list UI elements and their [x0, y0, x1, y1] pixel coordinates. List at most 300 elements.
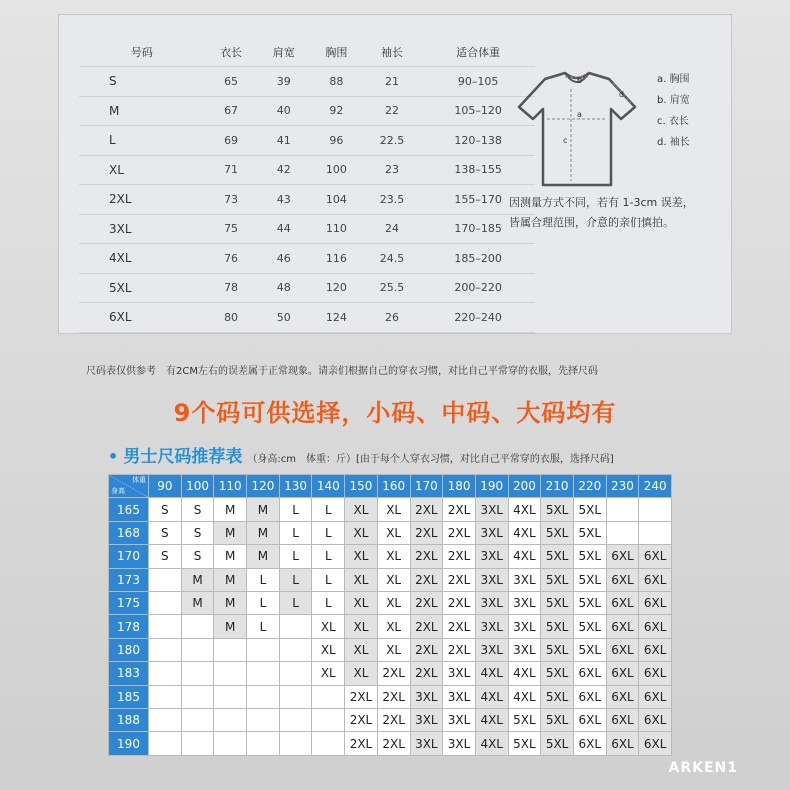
- size-cell: [214, 638, 247, 661]
- size-cell: 3XL: [508, 592, 541, 615]
- height-header-cell: 185: [109, 685, 149, 708]
- height-header-cell: 190: [109, 732, 149, 756]
- size-cell: 5XL: [508, 732, 541, 756]
- spec-cell: 90–105: [421, 67, 535, 97]
- spec-row: [79, 126, 535, 156]
- spec-cell: 39: [257, 67, 310, 97]
- spec-row: [79, 185, 535, 215]
- size-cell: M: [181, 568, 214, 591]
- size-cell: [214, 662, 247, 685]
- spec-cell: 75: [205, 214, 258, 244]
- size-cell: 4XL: [508, 685, 541, 708]
- size-cell: 2XL: [377, 709, 410, 732]
- grid-row: [109, 732, 672, 756]
- size-cell: 4XL: [475, 732, 508, 756]
- size-cell: 6XL: [639, 709, 672, 732]
- size-cell: 6XL: [639, 545, 672, 568]
- size-cell: XL: [345, 545, 378, 568]
- spec-cell: 220–240: [421, 303, 535, 333]
- spec-cell: 25.5: [363, 273, 422, 303]
- spec-cell: 92: [310, 96, 363, 126]
- weight-header-cell: 170: [410, 475, 443, 498]
- size-cell: 5XL: [508, 709, 541, 732]
- size-cell: 2XL: [410, 592, 443, 615]
- weight-header-cell: 140: [312, 475, 345, 498]
- size-cell: 2XL: [377, 732, 410, 756]
- size-cell: 2XL: [443, 521, 476, 544]
- spec-cell: 26: [363, 303, 422, 333]
- size-cell: [181, 662, 214, 685]
- corner-height-label: 身高: [111, 487, 125, 496]
- size-cell: 2XL: [410, 568, 443, 591]
- size-cell: [279, 638, 312, 661]
- size-cell: 3XL: [475, 568, 508, 591]
- size-cell: 4XL: [475, 662, 508, 685]
- size-cell: 5XL: [541, 592, 574, 615]
- weight-header-cell: 130: [279, 475, 312, 498]
- size-cell: 6XL: [606, 615, 639, 638]
- size-cell: [247, 685, 280, 708]
- grid-row: [109, 638, 672, 661]
- grid-row: [109, 615, 672, 638]
- size-cell: [149, 592, 182, 615]
- spec-header-cell: 袖长: [363, 37, 422, 67]
- size-cell: 2XL: [443, 498, 476, 521]
- grid-row: [109, 568, 672, 591]
- spec-cell: 170–185: [421, 214, 535, 244]
- spec-panel: [58, 14, 732, 334]
- size-cell: [181, 638, 214, 661]
- weight-header-cell: 240: [639, 475, 672, 498]
- size-cell: [639, 498, 672, 521]
- spec-cell: 4XL: [79, 244, 205, 274]
- weight-header-cell: 230: [606, 475, 639, 498]
- spec-cell: 80: [205, 303, 258, 333]
- size-cell: 6XL: [573, 685, 606, 708]
- measurement-note: [509, 193, 694, 233]
- recommend-grid: [108, 474, 672, 756]
- size-cell: 6XL: [639, 615, 672, 638]
- size-cell: XL: [312, 638, 345, 661]
- weight-header-cell: 150: [345, 475, 378, 498]
- height-header-cell: 165: [109, 498, 149, 521]
- spec-row: [79, 155, 535, 185]
- size-cell: L: [247, 592, 280, 615]
- height-header-cell: 178: [109, 615, 149, 638]
- size-cell: 3XL: [475, 638, 508, 661]
- weight-header-cell: 180: [443, 475, 476, 498]
- size-cell: M: [214, 545, 247, 568]
- spec-cell: 22: [363, 96, 422, 126]
- size-cell: M: [214, 568, 247, 591]
- size-cell: [181, 615, 214, 638]
- size-cell: [247, 662, 280, 685]
- weight-header-cell: 110: [214, 475, 247, 498]
- size-cell: XL: [345, 592, 378, 615]
- size-cell: 3XL: [443, 732, 476, 756]
- size-cell: L: [312, 498, 345, 521]
- watermark: ARKEN1: [668, 760, 738, 776]
- legend-item: d. 袖长: [657, 137, 690, 148]
- spec-cell: 24.5: [363, 244, 422, 274]
- weight-header-cell: 120: [247, 475, 280, 498]
- size-cell: [279, 662, 312, 685]
- size-cell: M: [214, 615, 247, 638]
- size-cell: [606, 498, 639, 521]
- size-cell: 3XL: [443, 685, 476, 708]
- spec-cell: 200–220: [421, 273, 535, 303]
- height-header-cell: 175: [109, 592, 149, 615]
- spec-cell: 23: [363, 155, 422, 185]
- spec-header-cell: 号码: [79, 37, 205, 67]
- height-header-cell: 173: [109, 568, 149, 591]
- spec-cell: 3XL: [79, 214, 205, 244]
- size-cell: L: [247, 615, 280, 638]
- height-header-cell: 168: [109, 521, 149, 544]
- size-cell: XL: [345, 615, 378, 638]
- size-cell: 5XL: [573, 638, 606, 661]
- spec-cell: 23.5: [363, 185, 422, 215]
- size-cell: 2XL: [345, 685, 378, 708]
- size-cell: [214, 685, 247, 708]
- size-cell: 3XL: [443, 709, 476, 732]
- size-cell: 2XL: [377, 685, 410, 708]
- weight-header-cell: 90: [149, 475, 182, 498]
- spec-cell: XL: [79, 155, 205, 185]
- size-cell: M: [247, 498, 280, 521]
- legend-item: b. 肩宽: [657, 95, 690, 106]
- size-cell: XL: [312, 615, 345, 638]
- height-header-cell: 180: [109, 638, 149, 661]
- size-cell: L: [312, 521, 345, 544]
- spec-cell: 71: [205, 155, 258, 185]
- spec-cell: L: [79, 126, 205, 156]
- size-cell: 5XL: [541, 638, 574, 661]
- size-cell: 3XL: [508, 638, 541, 661]
- spec-cell: 105–120: [421, 96, 535, 126]
- weight-header-cell: 190: [475, 475, 508, 498]
- spec-cell: 22.5: [363, 126, 422, 156]
- legend-item: c. 衣长: [657, 116, 689, 127]
- size-cell: 5XL: [573, 615, 606, 638]
- spec-row: [79, 244, 535, 274]
- size-cell: 3XL: [508, 615, 541, 638]
- spec-cell: 5XL: [79, 273, 205, 303]
- size-cell: [279, 732, 312, 756]
- svg-text:c: c: [563, 136, 568, 145]
- size-cell: [312, 685, 345, 708]
- size-cell: 5XL: [541, 521, 574, 544]
- size-cell: [149, 685, 182, 708]
- size-cell: S: [181, 545, 214, 568]
- recommend-title-text: 男士尺码推荐表: [123, 447, 243, 467]
- size-cell: XL: [377, 545, 410, 568]
- grid-row: [109, 685, 672, 708]
- spec-cell: 100: [310, 155, 363, 185]
- size-cell: 2XL: [443, 545, 476, 568]
- size-cell: 4XL: [508, 521, 541, 544]
- spec-cell: 73: [205, 185, 258, 215]
- spec-cell: 6XL: [79, 303, 205, 333]
- size-cell: XL: [377, 521, 410, 544]
- size-cell: [279, 685, 312, 708]
- spec-cell: S: [79, 67, 205, 97]
- size-cell: 2XL: [443, 615, 476, 638]
- spec-cell: 120–138: [421, 126, 535, 156]
- size-cell: 3XL: [475, 592, 508, 615]
- size-cell: 2XL: [410, 662, 443, 685]
- spec-cell: 110: [310, 214, 363, 244]
- grid-row: [109, 662, 672, 685]
- svg-text:d: d: [619, 90, 625, 99]
- size-cell: M: [214, 592, 247, 615]
- size-cell: 3XL: [443, 662, 476, 685]
- size-cell: 2XL: [410, 521, 443, 544]
- size-cell: [312, 732, 345, 756]
- size-cell: 2XL: [443, 638, 476, 661]
- grid-row: [109, 521, 672, 544]
- size-cell: [639, 521, 672, 544]
- note-line: 皆属合理范围，介意的亲们慎拍。: [509, 216, 674, 229]
- svg-text:b: b: [577, 76, 583, 85]
- spec-cell: 42: [257, 155, 310, 185]
- spec-cell: 116: [310, 244, 363, 274]
- grid-row: [109, 545, 672, 568]
- bullet-icon: •: [108, 447, 119, 466]
- spec-cell: 44: [257, 214, 310, 244]
- size-cell: [312, 709, 345, 732]
- recommend-title: [108, 442, 614, 467]
- size-cell: [181, 732, 214, 756]
- size-cell: [606, 521, 639, 544]
- size-cell: S: [149, 498, 182, 521]
- size-cell: 4XL: [475, 709, 508, 732]
- size-cell: 3XL: [475, 545, 508, 568]
- spec-cell: 138–155: [421, 155, 535, 185]
- size-cell: XL: [377, 638, 410, 661]
- size-cell: S: [181, 521, 214, 544]
- size-cell: [149, 662, 182, 685]
- size-cell: 6XL: [606, 685, 639, 708]
- size-cell: 5XL: [541, 662, 574, 685]
- height-header-cell: 170: [109, 545, 149, 568]
- spec-cell: 185–200: [421, 244, 535, 274]
- size-cell: 4XL: [508, 545, 541, 568]
- spec-cell: 41: [257, 126, 310, 156]
- size-cell: [247, 732, 280, 756]
- size-cell: 5XL: [541, 615, 574, 638]
- size-cell: [149, 709, 182, 732]
- spec-cell: 124: [310, 303, 363, 333]
- size-cell: XL: [345, 638, 378, 661]
- size-cell: 5XL: [573, 545, 606, 568]
- size-cell: 5XL: [541, 709, 574, 732]
- size-cell: [181, 709, 214, 732]
- spec-cell: 104: [310, 185, 363, 215]
- size-cell: 6XL: [639, 592, 672, 615]
- size-cell: [214, 732, 247, 756]
- size-cell: L: [247, 568, 280, 591]
- headline: 9个码可供选择，小码、中码、大码均有: [173, 399, 617, 427]
- disclaimer-text: 尺码表仅供参考 有2CM左右的误差属于正常现象。请亲们根据自己的穿衣习惯，对比自己平常穿的衣服，先择尺码: [86, 366, 598, 377]
- size-cell: L: [279, 521, 312, 544]
- spec-header-row: [79, 37, 535, 67]
- spec-header-cell: 胸围: [310, 37, 363, 67]
- spec-cell: 78: [205, 273, 258, 303]
- weight-header-cell: 200: [508, 475, 541, 498]
- size-cell: 6XL: [606, 709, 639, 732]
- size-cell: 6XL: [606, 732, 639, 756]
- size-cell: S: [149, 545, 182, 568]
- size-cell: 6XL: [639, 662, 672, 685]
- size-cell: L: [279, 592, 312, 615]
- size-cell: 6XL: [639, 732, 672, 756]
- size-cell: 6XL: [573, 662, 606, 685]
- size-cell: 3XL: [410, 732, 443, 756]
- size-cell: 5XL: [541, 732, 574, 756]
- size-cell: [279, 709, 312, 732]
- size-cell: [181, 685, 214, 708]
- size-cell: S: [149, 521, 182, 544]
- size-cell: 5XL: [541, 685, 574, 708]
- grid-corner-cell: [109, 475, 149, 498]
- size-cell: XL: [345, 568, 378, 591]
- spec-row: [79, 96, 535, 126]
- size-cell: 6XL: [639, 638, 672, 661]
- spec-cell: 69: [205, 126, 258, 156]
- size-cell: XL: [312, 662, 345, 685]
- size-cell: 6XL: [606, 662, 639, 685]
- size-cell: 5XL: [541, 498, 574, 521]
- spec-table: [79, 37, 535, 333]
- size-cell: M: [214, 521, 247, 544]
- spec-cell: 76: [205, 244, 258, 274]
- size-cell: 2XL: [345, 732, 378, 756]
- diagram-legend: [657, 69, 690, 153]
- recommend-grid-wrap: [108, 474, 672, 756]
- size-cell: L: [279, 498, 312, 521]
- size-cell: 3XL: [475, 521, 508, 544]
- size-cell: 2XL: [410, 615, 443, 638]
- size-cell: XL: [377, 592, 410, 615]
- size-cell: 4XL: [475, 685, 508, 708]
- size-cell: 5XL: [541, 568, 574, 591]
- size-cell: M: [214, 498, 247, 521]
- size-cell: [149, 638, 182, 661]
- spec-cell: 155–170: [421, 185, 535, 215]
- size-cell: 6XL: [606, 545, 639, 568]
- size-cell: 3XL: [410, 709, 443, 732]
- svg-text:a: a: [577, 110, 582, 119]
- spec-row: [79, 214, 535, 244]
- spec-header-cell: 衣长: [205, 37, 258, 67]
- size-cell: 3XL: [508, 568, 541, 591]
- size-cell: 2XL: [345, 709, 378, 732]
- size-cell: 4XL: [508, 662, 541, 685]
- size-cell: L: [312, 545, 345, 568]
- size-cell: 2XL: [410, 498, 443, 521]
- note-line: 因测量方式不同，若有 1-3cm 误差，: [509, 196, 694, 209]
- recommend-subtitle: （身高:cm 体重：斤）[由于每个人穿衣习惯，对比自己平常穿的衣服，选择尺码]: [247, 454, 614, 465]
- spec-cell: M: [79, 96, 205, 126]
- size-cell: XL: [345, 662, 378, 685]
- size-cell: [149, 568, 182, 591]
- spec-cell: 96: [310, 126, 363, 156]
- spec-header-cell: 肩宽: [257, 37, 310, 67]
- weight-header-cell: 210: [541, 475, 574, 498]
- grid-row: [109, 709, 672, 732]
- size-cell: [247, 709, 280, 732]
- spec-cell: 43: [257, 185, 310, 215]
- size-cell: 2XL: [443, 568, 476, 591]
- size-cell: M: [247, 545, 280, 568]
- size-cell: [149, 615, 182, 638]
- size-cell: XL: [345, 498, 378, 521]
- spec-row: [79, 67, 535, 97]
- size-cell: 2XL: [443, 592, 476, 615]
- size-cell: 2XL: [377, 662, 410, 685]
- spec-cell: 120: [310, 273, 363, 303]
- size-cell: XL: [345, 521, 378, 544]
- tshirt-measure-icon: [507, 67, 647, 192]
- grid-row: [109, 498, 672, 521]
- size-cell: 4XL: [508, 498, 541, 521]
- spec-cell: 46: [257, 244, 310, 274]
- size-cell: 5XL: [541, 545, 574, 568]
- spec-cell: 40: [257, 96, 310, 126]
- weight-header-cell: 100: [181, 475, 214, 498]
- size-cell: 6XL: [639, 685, 672, 708]
- size-cell: 2XL: [410, 545, 443, 568]
- legend-item: a. 胸围: [657, 74, 690, 85]
- size-cell: 5XL: [573, 592, 606, 615]
- spec-cell: 2XL: [79, 185, 205, 215]
- size-cell: L: [312, 592, 345, 615]
- size-cell: 6XL: [573, 709, 606, 732]
- corner-weight-label: 体重: [132, 476, 146, 484]
- size-cell: 6XL: [573, 732, 606, 756]
- spec-cell: 24: [363, 214, 422, 244]
- size-cell: 5XL: [573, 521, 606, 544]
- size-cell: XL: [377, 615, 410, 638]
- weight-header-cell: 160: [377, 475, 410, 498]
- spec-row: [79, 303, 535, 333]
- size-cell: 5XL: [573, 568, 606, 591]
- height-header-cell: 183: [109, 662, 149, 685]
- size-cell: XL: [377, 498, 410, 521]
- spec-cell: 21: [363, 67, 422, 97]
- spec-cell: 50: [257, 303, 310, 333]
- spec-cell: 65: [205, 67, 258, 97]
- size-cell: 3XL: [475, 498, 508, 521]
- spec-cell: 48: [257, 273, 310, 303]
- size-cell: [279, 615, 312, 638]
- spec-cell: 88: [310, 67, 363, 97]
- size-cell: XL: [377, 568, 410, 591]
- grid-header-row: [109, 475, 672, 498]
- size-cell: S: [181, 498, 214, 521]
- spec-row: [79, 273, 535, 303]
- size-cell: L: [279, 568, 312, 591]
- size-cell: [214, 709, 247, 732]
- size-cell: M: [247, 521, 280, 544]
- grid-row: [109, 592, 672, 615]
- size-cell: 3XL: [410, 685, 443, 708]
- size-cell: 6XL: [606, 592, 639, 615]
- weight-header-cell: 220: [573, 475, 606, 498]
- size-cell: 5XL: [573, 498, 606, 521]
- size-cell: 6XL: [606, 638, 639, 661]
